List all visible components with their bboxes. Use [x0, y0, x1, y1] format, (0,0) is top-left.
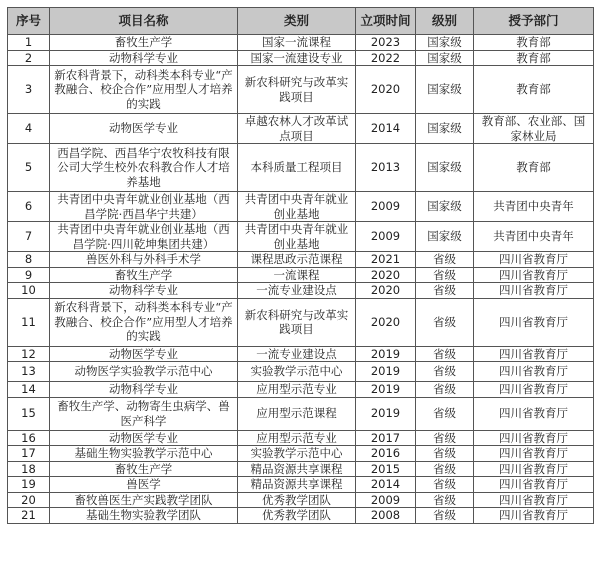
table-row — [8, 461, 594, 477]
cell-level: 省级 — [416, 382, 474, 398]
cell-year: 2023 — [356, 35, 416, 51]
cell-year: 2022 — [356, 50, 416, 66]
header-name: 项目名称 — [50, 8, 238, 35]
cell-category: 卓越农林人才改革试点项目 — [238, 114, 356, 144]
table-row — [8, 192, 594, 222]
header-no: 序号 — [8, 8, 50, 35]
cell-project-name: 新农科背景下，动科类本科专业“产教融合、校企合作”应用型人才培养的实践 — [50, 298, 238, 346]
cell-project-name: 共青团中央青年就业创业基地（西昌学院·西昌华宁共建） — [50, 192, 238, 222]
cell-dept: 四川省教育厅 — [474, 362, 594, 382]
cell-no: 9 — [8, 267, 50, 283]
table-row — [8, 50, 594, 66]
cell-project-name: 西昌学院、西昌华宁农牧科技有限公司大学生校外农科教合作人才培养基地 — [50, 144, 238, 192]
cell-category: 一流专业建设点 — [238, 346, 356, 362]
cell-level: 国家级 — [416, 66, 474, 114]
cell-level: 国家级 — [416, 144, 474, 192]
table-row — [8, 508, 594, 524]
table-row — [8, 66, 594, 114]
cell-no: 4 — [8, 114, 50, 144]
cell-category: 精品资源共享课程 — [238, 461, 356, 477]
table-row — [8, 492, 594, 508]
cell-project-name: 动物医学专业 — [50, 430, 238, 446]
cell-project-name: 新农科背景下，动科类本科专业“产教融合、校企合作”应用型人才培养的实践 — [50, 66, 238, 114]
table-row — [8, 346, 594, 362]
cell-dept: 四川省教育厅 — [474, 477, 594, 493]
cell-year: 2020 — [356, 267, 416, 283]
cell-dept: 四川省教育厅 — [474, 446, 594, 462]
cell-no: 16 — [8, 430, 50, 446]
cell-level: 国家级 — [416, 114, 474, 144]
cell-level: 国家级 — [416, 50, 474, 66]
cell-project-name: 动物科学专业 — [50, 382, 238, 398]
cell-no: 15 — [8, 397, 50, 430]
cell-dept: 四川省教育厅 — [474, 298, 594, 346]
cell-category: 共青团中央青年就业创业基地 — [238, 222, 356, 252]
cell-no: 21 — [8, 508, 50, 524]
table-row — [8, 446, 594, 462]
cell-no: 6 — [8, 192, 50, 222]
cell-year: 2019 — [356, 346, 416, 362]
cell-year: 2009 — [356, 222, 416, 252]
table-row — [8, 144, 594, 192]
cell-project-name: 兽医外科与外科手术学 — [50, 252, 238, 268]
cell-dept: 教育部 — [474, 50, 594, 66]
cell-dept: 四川省教育厅 — [474, 430, 594, 446]
table-row — [8, 382, 594, 398]
cell-category: 国家一流建设专业 — [238, 50, 356, 66]
table-row — [8, 114, 594, 144]
header-year: 立项时间 — [356, 8, 416, 35]
cell-project-name: 动物科学专业 — [50, 283, 238, 299]
cell-level: 省级 — [416, 298, 474, 346]
cell-category: 共青团中央青年就业创业基地 — [238, 192, 356, 222]
table-row — [8, 252, 594, 268]
cell-project-name: 畜牧兽医生产实践教学团队 — [50, 492, 238, 508]
cell-level: 省级 — [416, 346, 474, 362]
table-row — [8, 362, 594, 382]
cell-no: 17 — [8, 446, 50, 462]
cell-project-name: 动物医学专业 — [50, 114, 238, 144]
cell-no: 8 — [8, 252, 50, 268]
cell-year: 2020 — [356, 66, 416, 114]
cell-year: 2019 — [356, 397, 416, 430]
cell-no: 13 — [8, 362, 50, 382]
cell-category: 实验教学示范中心 — [238, 362, 356, 382]
cell-project-name: 兽医学 — [50, 477, 238, 493]
header-level: 级别 — [416, 8, 474, 35]
cell-level: 省级 — [416, 446, 474, 462]
cell-dept: 共青团中央青年 — [474, 222, 594, 252]
cell-year: 2017 — [356, 430, 416, 446]
header-dept: 授予部门 — [474, 8, 594, 35]
cell-year: 2008 — [356, 508, 416, 524]
cell-category: 本科质量工程项目 — [238, 144, 356, 192]
cell-no: 10 — [8, 283, 50, 299]
cell-no: 2 — [8, 50, 50, 66]
cell-dept: 四川省教育厅 — [474, 267, 594, 283]
cell-year: 2020 — [356, 283, 416, 299]
cell-category: 精品资源共享课程 — [238, 477, 356, 493]
cell-dept: 四川省教育厅 — [474, 492, 594, 508]
cell-dept: 四川省教育厅 — [474, 508, 594, 524]
cell-category: 新农科研究与改革实践项目 — [238, 298, 356, 346]
cell-dept: 四川省教育厅 — [474, 283, 594, 299]
cell-project-name: 畜牧生产学 — [50, 35, 238, 51]
cell-no: 7 — [8, 222, 50, 252]
cell-level: 省级 — [416, 267, 474, 283]
cell-category: 一流课程 — [238, 267, 356, 283]
cell-dept: 教育部 — [474, 66, 594, 114]
cell-category: 应用型示范专业 — [238, 430, 356, 446]
cell-year: 2016 — [356, 446, 416, 462]
cell-category: 实验教学示范中心 — [238, 446, 356, 462]
cell-project-name: 畜牧生产学、动物寄生虫病学、兽医产科学 — [50, 397, 238, 430]
cell-project-name: 畜牧生产学 — [50, 267, 238, 283]
table-row — [8, 397, 594, 430]
cell-no: 1 — [8, 35, 50, 51]
table-row — [8, 35, 594, 51]
cell-no: 5 — [8, 144, 50, 192]
table-body — [8, 35, 594, 524]
cell-category: 国家一流课程 — [238, 35, 356, 51]
cell-project-name: 动物医学专业 — [50, 346, 238, 362]
cell-year: 2019 — [356, 362, 416, 382]
cell-level: 省级 — [416, 430, 474, 446]
cell-no: 18 — [8, 461, 50, 477]
cell-category: 新农科研究与改革实践项目 — [238, 66, 356, 114]
cell-no: 20 — [8, 492, 50, 508]
table-header-row — [8, 8, 594, 35]
cell-category: 优秀教学团队 — [238, 508, 356, 524]
cell-no: 19 — [8, 477, 50, 493]
cell-no: 11 — [8, 298, 50, 346]
cell-level: 国家级 — [416, 222, 474, 252]
cell-no: 14 — [8, 382, 50, 398]
cell-dept: 四川省教育厅 — [474, 397, 594, 430]
table-row — [8, 430, 594, 446]
cell-category: 课程思政示范课程 — [238, 252, 356, 268]
cell-dept: 教育部 — [474, 35, 594, 51]
cell-no: 3 — [8, 66, 50, 114]
cell-year: 2021 — [356, 252, 416, 268]
cell-year: 2020 — [356, 298, 416, 346]
table-row — [8, 267, 594, 283]
cell-category: 应用型示范课程 — [238, 397, 356, 430]
cell-dept: 教育部、农业部、国家林业局 — [474, 114, 594, 144]
table-row — [8, 477, 594, 493]
cell-category: 优秀教学团队 — [238, 492, 356, 508]
cell-project-name: 动物科学专业 — [50, 50, 238, 66]
cell-project-name: 动物医学实验教学示范中心 — [50, 362, 238, 382]
cell-dept: 四川省教育厅 — [474, 382, 594, 398]
cell-project-name: 基础生物实验教学团队 — [50, 508, 238, 524]
cell-project-name: 畜牧生产学 — [50, 461, 238, 477]
table-row — [8, 283, 594, 299]
cell-year: 2013 — [356, 144, 416, 192]
cell-dept: 教育部 — [474, 144, 594, 192]
cell-dept: 四川省教育厅 — [474, 461, 594, 477]
cell-level: 省级 — [416, 477, 474, 493]
cell-year: 2009 — [356, 192, 416, 222]
cell-year: 2014 — [356, 114, 416, 144]
table-row — [8, 298, 594, 346]
cell-category: 一流专业建设点 — [238, 283, 356, 299]
cell-year: 2009 — [356, 492, 416, 508]
cell-year: 2014 — [356, 477, 416, 493]
cell-level: 省级 — [416, 461, 474, 477]
cell-level: 省级 — [416, 362, 474, 382]
cell-level: 省级 — [416, 397, 474, 430]
cell-level: 省级 — [416, 252, 474, 268]
table-row — [8, 222, 594, 252]
cell-level: 省级 — [416, 508, 474, 524]
cell-level: 国家级 — [416, 192, 474, 222]
cell-year: 2019 — [356, 382, 416, 398]
cell-level: 省级 — [416, 492, 474, 508]
cell-level: 国家级 — [416, 35, 474, 51]
cell-no: 12 — [8, 346, 50, 362]
header-category: 类别 — [238, 8, 356, 35]
cell-year: 2015 — [356, 461, 416, 477]
cell-category: 应用型示范专业 — [238, 382, 356, 398]
cell-project-name: 基础生物实验教学示范中心 — [50, 446, 238, 462]
cell-dept: 共青团中央青年 — [474, 192, 594, 222]
cell-dept: 四川省教育厅 — [474, 346, 594, 362]
cell-dept: 四川省教育厅 — [474, 252, 594, 268]
projects-table — [7, 7, 594, 524]
cell-project-name: 共青团中央青年就业创业基地（西昌学院·四川乾坤集团共建） — [50, 222, 238, 252]
cell-level: 省级 — [416, 283, 474, 299]
